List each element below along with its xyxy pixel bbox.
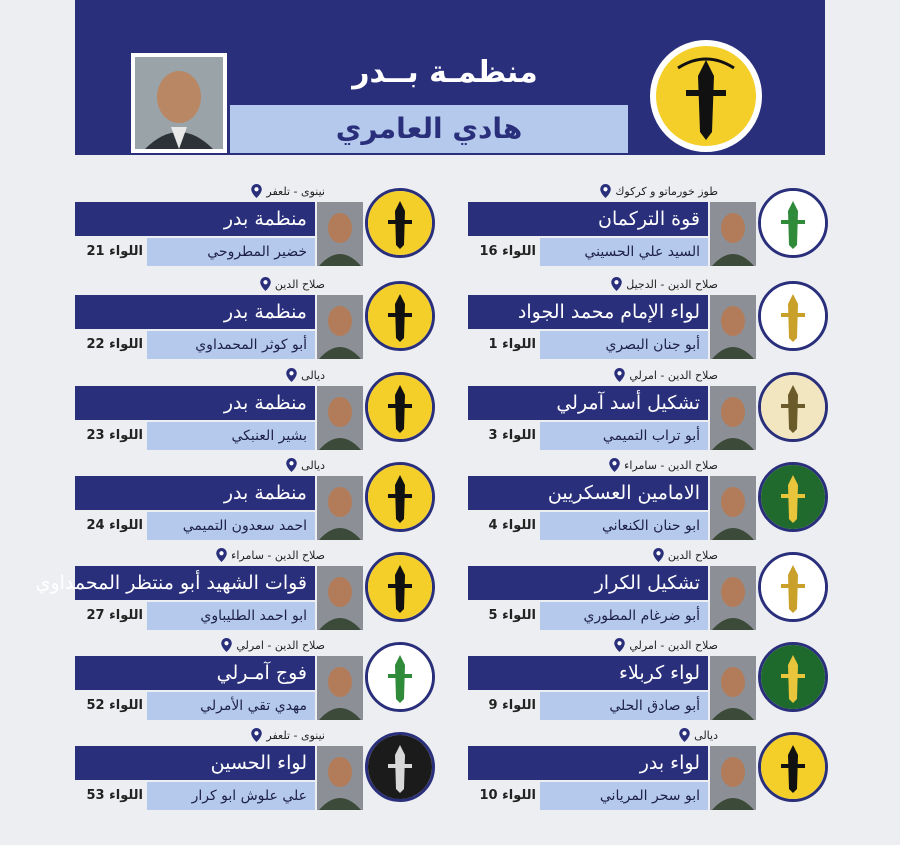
brigade-number: اللواء 53 [86, 788, 143, 803]
location-label [600, 182, 718, 200]
badr-logo [365, 462, 435, 532]
brigade-card [75, 275, 435, 363]
location-label [286, 456, 325, 474]
location-pin-icon [286, 368, 297, 382]
location-label [679, 726, 718, 744]
commander-photo [317, 566, 363, 630]
brigade-card [468, 275, 828, 363]
brigade-card [75, 366, 435, 454]
location-text: صلاح الدين - امرلي [629, 638, 718, 652]
location-pin-icon [286, 458, 297, 472]
commander-name: بشير العنبكي [147, 422, 315, 450]
location-text: صلاح الدين - سامراء [231, 548, 325, 562]
location-pin-icon [216, 548, 227, 562]
location-pin-icon [260, 277, 271, 291]
commander-name: أبو جنان البصري [540, 331, 708, 359]
commander-photo [710, 656, 756, 720]
location-pin-icon [611, 277, 622, 291]
brigade-card [468, 182, 828, 270]
location-pin-icon [614, 368, 625, 382]
karrar-logo [758, 552, 828, 622]
location-label [251, 182, 325, 200]
badr-logo [365, 372, 435, 442]
unit-name: منظمة بدر [75, 295, 315, 329]
unit-name: منظمة بدر [75, 202, 315, 236]
karbala-logo [758, 642, 828, 712]
commander-name: السيد علي الحسيني [540, 238, 708, 266]
location-label [653, 546, 718, 564]
location-text: طوز خورماتو و كركوك [615, 184, 718, 198]
unit-name: تشكيل أسد آمرلي [468, 386, 708, 420]
location-text: ديالى [301, 368, 325, 382]
commander-name: أبو ضرغام المطوري [540, 602, 708, 630]
brigade-card [75, 636, 435, 724]
brigade-card [468, 636, 828, 724]
unit-name: فوج آمـرلي [75, 656, 315, 690]
brigade-number: اللواء 16 [479, 244, 536, 259]
badr-logo [365, 552, 435, 622]
location-label [609, 456, 718, 474]
location-pin-icon [609, 458, 620, 472]
location-pin-icon [251, 184, 262, 198]
brigade-card [35, 546, 435, 634]
commander-photo [710, 202, 756, 266]
location-label [614, 636, 718, 654]
location-label [221, 636, 325, 654]
unit-name: قوة التركمان [468, 202, 708, 236]
brigade-card [468, 546, 828, 634]
badr-logo [365, 281, 435, 351]
brigade-card [468, 366, 828, 454]
commander-photo [710, 566, 756, 630]
location-text: ديالى [301, 458, 325, 472]
location-label [251, 726, 325, 744]
unit-name: قوات الشهيد أبو منتظر المحمداوي [75, 566, 315, 600]
commander-name: ابو احمد الطليباوي [147, 602, 315, 630]
badr-logo [758, 732, 828, 802]
unit-name: لواء كربلاء [468, 656, 708, 690]
location-text: صلاح الدين [274, 277, 325, 291]
askariyain-logo [758, 462, 828, 532]
commander-name: احمد سعدون التميمي [147, 512, 315, 540]
commander-name: مهدي تقي الأمرلي [147, 692, 315, 720]
leader-name: هادي العامري [230, 105, 628, 153]
brigade-number: اللواء 52 [86, 698, 143, 713]
commander-photo [317, 656, 363, 720]
commander-photo [317, 202, 363, 266]
location-text: نينوى - تلعفر [266, 728, 325, 742]
brigade-card [468, 726, 828, 814]
unit-name: لواء الإمام محمد الجواد [468, 295, 708, 329]
commander-name: علي علوش ابو كرار [147, 782, 315, 810]
unit-name: لواء بدر [468, 746, 708, 780]
brigade-card [75, 182, 435, 270]
commander-photo [710, 295, 756, 359]
asad-amerli-logo [758, 372, 828, 442]
commander-photo [710, 746, 756, 810]
location-label [286, 366, 325, 384]
commander-name: خضير المطروحي [147, 238, 315, 266]
commander-name: ابو حنان الكنعاني [540, 512, 708, 540]
brigade-number: اللواء 23 [86, 428, 143, 443]
commander-photo [317, 746, 363, 810]
badr-main-logo [650, 40, 762, 152]
location-text: صلاح الدين - امرلي [629, 368, 718, 382]
brigade-number: اللواء 9 [488, 698, 536, 713]
commander-name: ابو سحر المرياني [540, 782, 708, 810]
location-pin-icon [221, 638, 232, 652]
leader-photo [131, 53, 227, 153]
location-text: صلاح الدين [667, 548, 718, 562]
unit-name: منظمة بدر [75, 386, 315, 420]
brigade-card [468, 456, 828, 544]
location-pin-icon [251, 728, 262, 742]
commander-name: أبو كوثر المحمداوي [147, 331, 315, 359]
brigade-number: اللواء 27 [86, 608, 143, 623]
location-pin-icon [600, 184, 611, 198]
location-pin-icon [653, 548, 664, 562]
location-text: نينوى - تلعفر [266, 184, 325, 198]
brigade-number: اللواء 21 [86, 244, 143, 259]
commander-name: أبو صادق الحلي [540, 692, 708, 720]
brigade-number: اللواء 4 [488, 518, 536, 533]
brigade-number: اللواء 1 [488, 337, 536, 352]
commander-photo [710, 476, 756, 540]
location-text: ديالى [694, 728, 718, 742]
location-pin-icon [614, 638, 625, 652]
commander-photo [317, 386, 363, 450]
badr-logo [365, 188, 435, 258]
unit-name: تشكيل الكرار [468, 566, 708, 600]
location-text: صلاح الدين - امرلي [236, 638, 325, 652]
location-label [260, 275, 325, 293]
location-text: صلاح الدين - الدجيل [626, 277, 718, 291]
brigade-number: اللواء 22 [86, 337, 143, 352]
sayyid-shuhada-logo [365, 642, 435, 712]
brigade-number: اللواء 5 [488, 608, 536, 623]
location-label [614, 366, 718, 384]
commander-name: أبو تراب التميمي [540, 422, 708, 450]
imam-jawad-logo [758, 281, 828, 351]
location-label [216, 546, 325, 564]
unit-name: لواء الحسين [75, 746, 315, 780]
unit-name: منظمة بدر [75, 476, 315, 510]
hussein-brigade-logo [365, 732, 435, 802]
brigade-number: اللواء 24 [86, 518, 143, 533]
location-label [611, 275, 718, 293]
turkmen-force-logo [758, 188, 828, 258]
location-pin-icon [679, 728, 690, 742]
commander-photo [710, 386, 756, 450]
location-text: صلاح الدين - سامراء [624, 458, 718, 472]
page-title: منظمـة بــدر [352, 55, 538, 90]
brigade-card [75, 726, 435, 814]
brigade-card [75, 456, 435, 544]
commander-photo [317, 295, 363, 359]
commander-photo [317, 476, 363, 540]
unit-name: الامامين العسكريين [468, 476, 708, 510]
brigade-number: اللواء 10 [479, 788, 536, 803]
brigade-number: اللواء 3 [488, 428, 536, 443]
